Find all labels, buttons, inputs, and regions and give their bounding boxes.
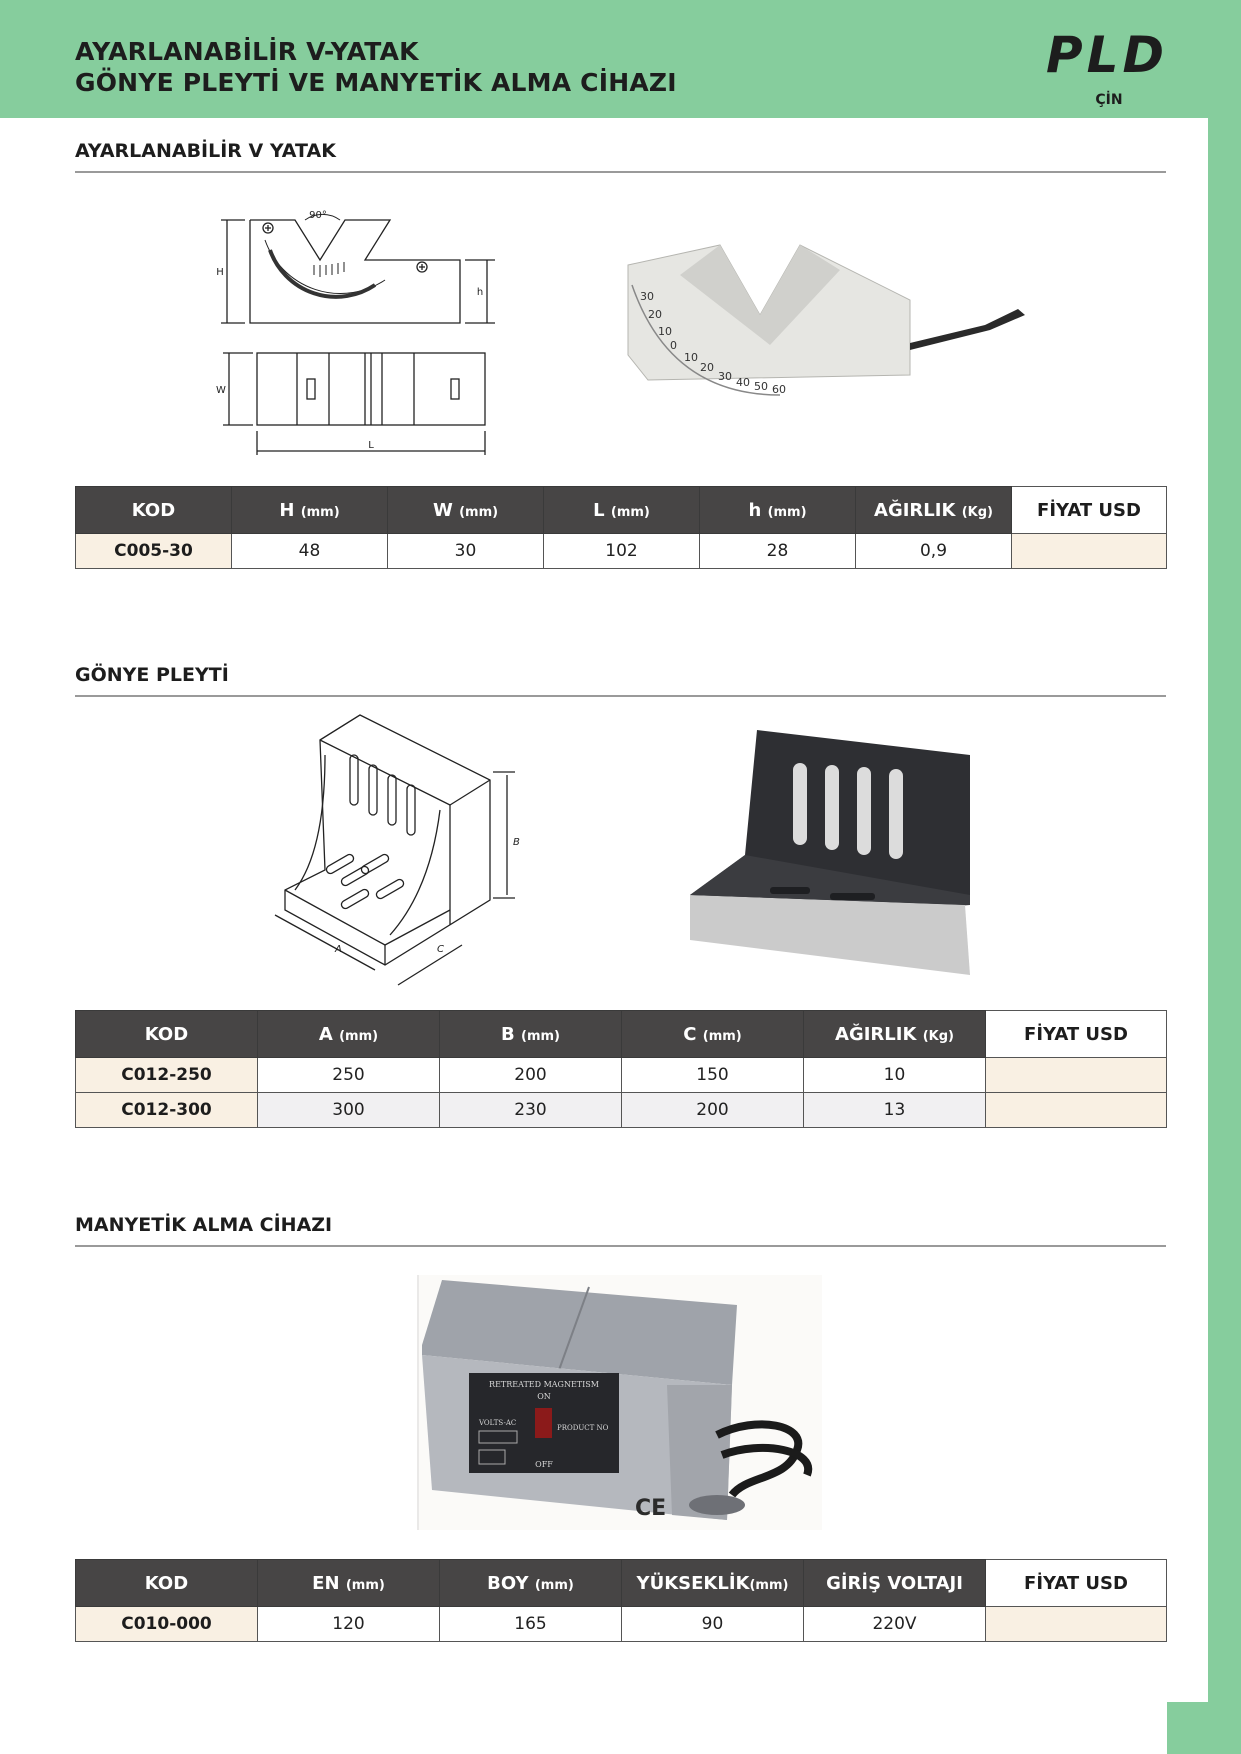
header-boy: BOY (mm) — [440, 1560, 622, 1607]
cell-W: 30 — [388, 534, 544, 569]
dim-label-B: B — [513, 837, 520, 848]
cell-price — [986, 1093, 1167, 1128]
section-title-v-block: AYARLANABİLİR V YATAK — [75, 140, 336, 162]
scale-mark-8: 40 — [736, 376, 750, 389]
cell-voltage: 220V — [804, 1607, 986, 1642]
header-B: B (mm) — [440, 1011, 622, 1058]
cell-h: 28 — [700, 534, 856, 569]
cell-price — [1012, 534, 1167, 569]
dim-label-W: W — [216, 385, 226, 396]
header-weight: AĞIRLIK (Kg) — [804, 1011, 986, 1058]
section-title-demagnetizer: MANYETİK ALMA CİHAZI — [75, 1214, 333, 1236]
scale-mark-9: 50 — [754, 380, 768, 393]
table-header-row — [76, 487, 1167, 534]
demagnetizer-spec-table — [75, 1559, 1167, 1642]
plate-on: ON — [537, 1392, 551, 1401]
table-row — [76, 1607, 1167, 1642]
scale-mark-10: 60 — [772, 383, 786, 396]
scale-mark-2: 20 — [648, 308, 662, 321]
cell-A: 250 — [258, 1058, 440, 1093]
demagnetizer-photo — [417, 1275, 822, 1530]
page-title-line2: GÖNYE PLEYTİ VE MANYETİK ALMA CİHAZI — [75, 68, 677, 97]
v-block-photo — [610, 225, 1030, 450]
cell-B: 230 — [440, 1093, 622, 1128]
origin-label: ÇİN — [1095, 92, 1123, 108]
brand-logo — [1044, 20, 1170, 80]
dim-label-A: A — [335, 944, 342, 955]
header-kod: KOD — [76, 487, 232, 534]
v-block-spec-table — [75, 486, 1167, 569]
cell-A: 300 — [258, 1093, 440, 1128]
section-divider — [75, 695, 1166, 697]
cell-en: 120 — [258, 1607, 440, 1642]
cell-weight: 0,9 — [856, 534, 1012, 569]
plate-product: PRODUCT NO — [557, 1424, 609, 1432]
cell-weight: 10 — [804, 1058, 986, 1093]
brand-text: PLD — [1045, 26, 1169, 80]
cell-H: 48 — [232, 534, 388, 569]
scale-mark-7: 30 — [718, 370, 732, 383]
cell-height: 90 — [622, 1607, 804, 1642]
header-height: YÜKSEKLİK(mm) — [622, 1560, 804, 1607]
header-H: H (mm) — [232, 487, 388, 534]
dim-label-H: H — [216, 267, 224, 278]
header-kod: KOD — [76, 1011, 258, 1058]
scale-mark-1: 30 — [640, 290, 654, 303]
cell-B: 200 — [440, 1058, 622, 1093]
table-row — [76, 1093, 1167, 1128]
header-W: W (mm) — [388, 487, 544, 534]
cell-weight: 13 — [804, 1093, 986, 1128]
cell-C: 200 — [622, 1093, 804, 1128]
header-weight: AĞIRLIK (Kg) — [856, 487, 1012, 534]
angle-plate-photo — [685, 725, 975, 980]
cell-L: 102 — [544, 534, 700, 569]
scale-mark-3: 10 — [658, 325, 672, 338]
plate-volts: VOLTS-AC — [479, 1419, 517, 1427]
header-C: C (mm) — [622, 1011, 804, 1058]
page-title — [75, 36, 677, 98]
table-row — [76, 534, 1167, 569]
side-band — [1208, 118, 1241, 1754]
header-A: A (mm) — [258, 1011, 440, 1058]
scale-mark-4: 0 — [670, 339, 677, 352]
cell-code: C005-30 — [76, 534, 232, 569]
dim-label-C: C — [437, 944, 444, 955]
cell-code: C010-000 — [76, 1607, 258, 1642]
dim-label-L: L — [368, 440, 374, 451]
ce-mark: CE — [635, 1496, 667, 1521]
cell-price — [986, 1058, 1167, 1093]
header-price: FİYAT USD — [986, 1560, 1167, 1607]
cell-boy: 165 — [440, 1607, 622, 1642]
plate-title: RETREATED MAGNETISM — [489, 1380, 599, 1389]
page-title-line1: AYARLANABİLİR V-YATAK — [75, 37, 419, 66]
section-title-angle-plate: GÖNYE PLEYTİ — [75, 664, 229, 686]
header-price: FİYAT USD — [1012, 487, 1167, 534]
angle-label: 90° — [309, 210, 327, 221]
cell-code: C012-300 — [76, 1093, 258, 1128]
header-voltage: GİRİŞ VOLTAJI — [804, 1560, 986, 1607]
angle-plate-spec-table — [75, 1010, 1167, 1128]
section-divider — [75, 171, 1166, 173]
header-price: FİYAT USD — [986, 1011, 1167, 1058]
table-header-row — [76, 1011, 1167, 1058]
power-switch — [535, 1408, 552, 1438]
cell-code: C012-250 — [76, 1058, 258, 1093]
header-en: EN (mm) — [258, 1560, 440, 1607]
header-h: h (mm) — [700, 487, 856, 534]
section-divider — [75, 1245, 1166, 1247]
table-row — [76, 1058, 1167, 1093]
corner-tab — [1167, 1702, 1208, 1754]
angle-plate-technical-drawing — [265, 710, 530, 995]
cell-C: 150 — [622, 1058, 804, 1093]
table-header-row — [76, 1560, 1167, 1607]
scale-mark-5: 10 — [684, 351, 698, 364]
v-block-technical-drawing — [205, 205, 505, 465]
cell-price — [986, 1607, 1167, 1642]
header-kod: KOD — [76, 1560, 258, 1607]
dim-label-h: h — [476, 287, 484, 298]
scale-mark-6: 20 — [700, 361, 714, 374]
header-L: L (mm) — [544, 487, 700, 534]
plate-off: OFF — [535, 1460, 553, 1469]
